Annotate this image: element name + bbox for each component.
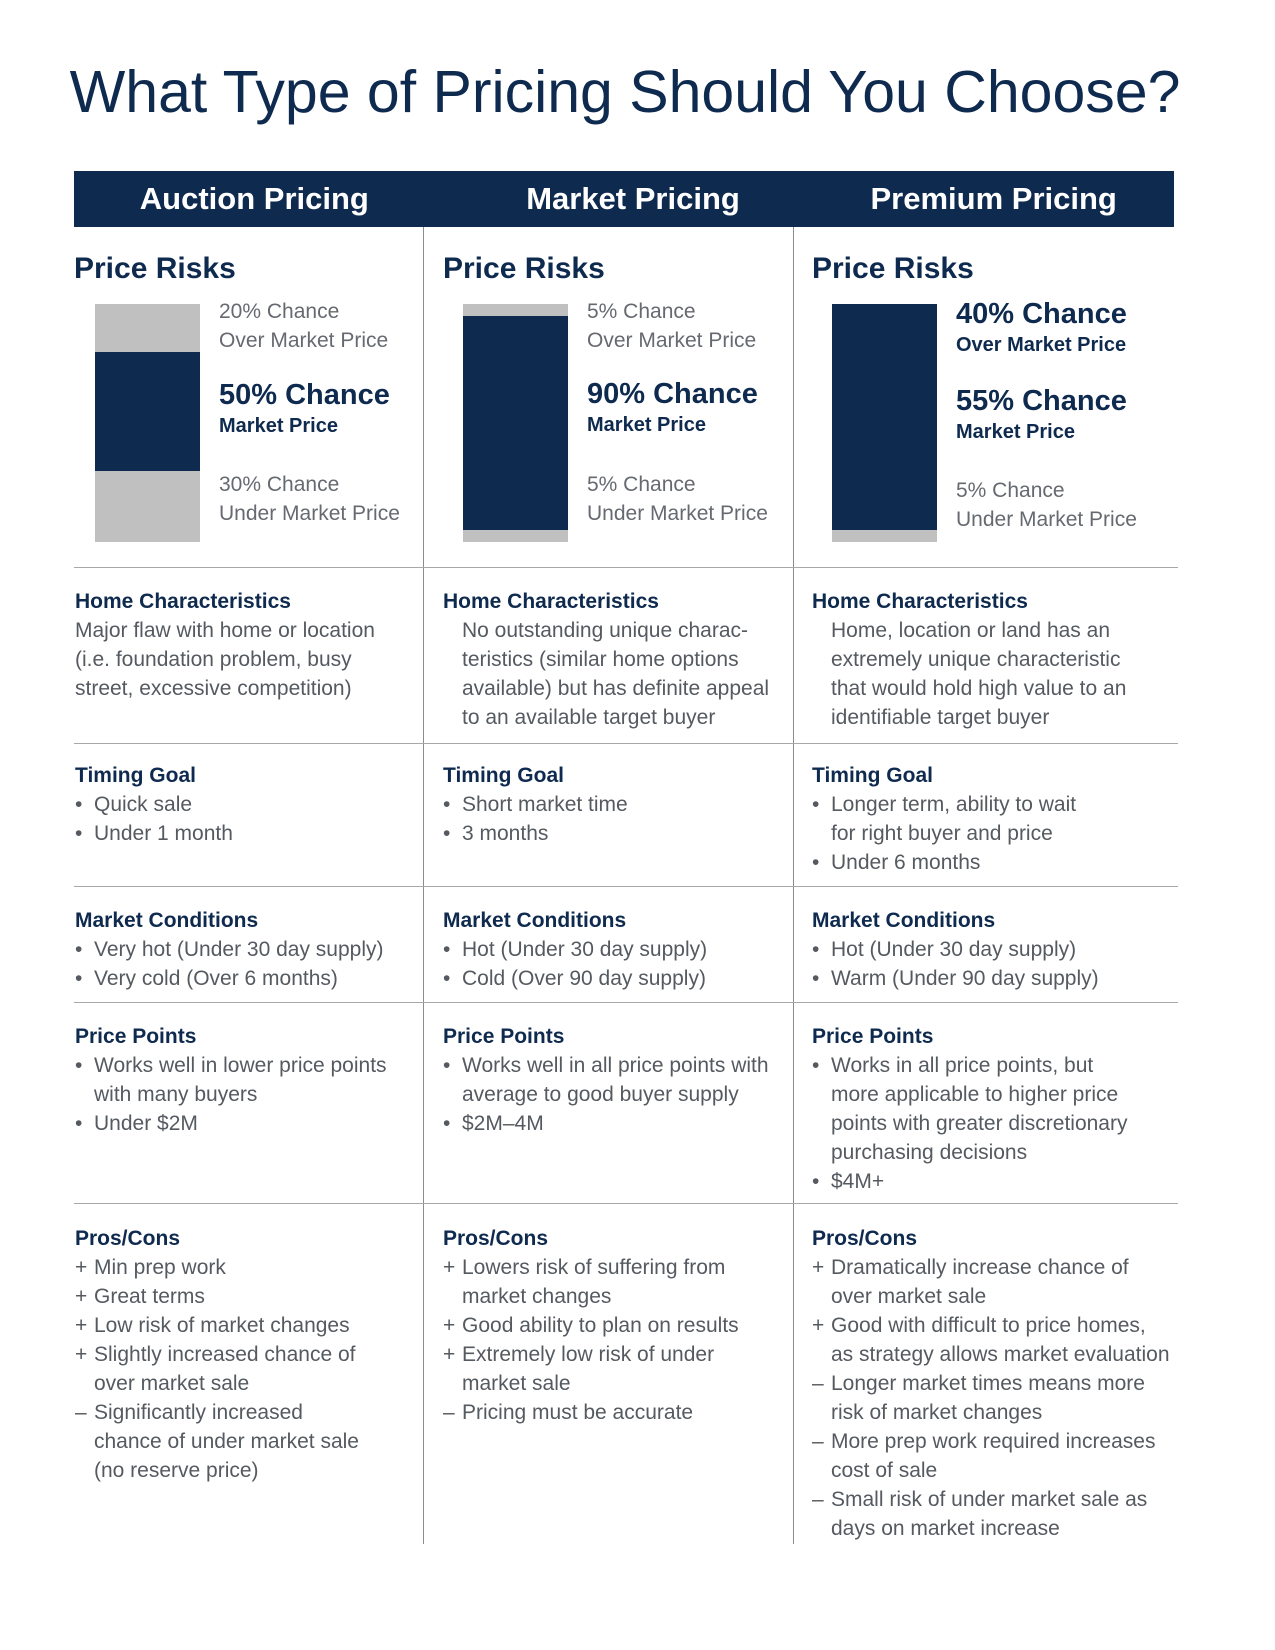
bullet-item: • Very hot (Under 30 day supply) xyxy=(75,938,384,961)
bullet-item: • Hot (Under 30 day supply) xyxy=(443,938,708,961)
row-divider xyxy=(74,743,1178,744)
over-market-label: 20% Chance Over Market Price xyxy=(219,300,389,352)
timing-goal-market xyxy=(443,761,628,848)
market-conditions-market xyxy=(443,906,707,993)
text-line: that would hold high value to an xyxy=(831,677,1127,700)
pro-item: + Good with difficult to price homes, as strategy allows market evaluation xyxy=(812,1314,1170,1366)
bullet-item: • Very cold (Over 6 months) xyxy=(75,967,338,990)
under-market-segment xyxy=(463,530,568,542)
text-line: Major flaw with home or location xyxy=(75,619,375,642)
bullet-item: • Works well in all price points with average to good buyer supply xyxy=(443,1054,769,1106)
bullet-item: • Under 1 month xyxy=(75,822,233,845)
home-characteristics-auction xyxy=(75,587,375,703)
bullet-item: • 3 months xyxy=(443,822,549,845)
market-conditions-auction xyxy=(75,906,384,993)
pros-cons-premium xyxy=(812,1224,1170,1543)
market-label: 55% Chance Market Price xyxy=(956,385,1127,443)
section-heading: Home Characteristics xyxy=(443,590,659,613)
price-points-auction xyxy=(75,1022,387,1138)
pro-item: + Dramatically increase chance of over market sale xyxy=(812,1256,1129,1308)
bullet-item: • Short market time xyxy=(443,793,628,816)
section-heading: Timing Goal xyxy=(812,764,933,787)
section-heading: Pros/Cons xyxy=(75,1227,181,1250)
market-label: 90% Chance Market Price xyxy=(587,378,758,436)
section-heading: Home Characteristics xyxy=(75,590,291,613)
bullet-item: • Longer term, ability to wait for right buyer and price xyxy=(812,793,1077,845)
home-characteristics-premium xyxy=(812,587,1126,732)
pro-item: + Extremely low risk of under market sale xyxy=(443,1343,715,1395)
over-market-segment xyxy=(463,304,568,316)
section-heading: Market Conditions xyxy=(443,909,627,932)
under-market-label: 5% Chance Under Market Price xyxy=(587,473,768,525)
bullet-item: • $2M–4M xyxy=(443,1112,544,1135)
bullet-item: • $4M+ xyxy=(812,1170,885,1193)
market-segment xyxy=(463,316,568,530)
price-risk-bar xyxy=(832,304,937,542)
under-market-label: 5% Chance Under Market Price xyxy=(956,479,1137,531)
price-points-premium xyxy=(812,1022,1127,1196)
section-heading: Market Conditions xyxy=(75,909,259,932)
pro-item: + Low risk of market changes xyxy=(75,1314,350,1337)
text-line: No outstanding unique charac- xyxy=(462,619,749,642)
pro-item: + Good ability to plan on results xyxy=(443,1314,739,1337)
row-divider xyxy=(74,886,1178,887)
section-heading: Price Points xyxy=(443,1025,565,1048)
pros-cons-market xyxy=(443,1224,739,1427)
section-heading: Market Conditions xyxy=(812,909,996,932)
header-market-pricing: Market Pricing xyxy=(526,181,740,216)
timing-goal-premium xyxy=(812,761,1076,877)
price-points-market xyxy=(443,1022,769,1138)
section-heading: Home Characteristics xyxy=(812,590,1028,613)
over-market-segment xyxy=(832,304,937,400)
pros-cons-auction xyxy=(75,1224,359,1485)
text-line: identifiable target buyer xyxy=(831,706,1050,729)
pro-item: + Lowers risk of suffering from market changes xyxy=(443,1256,726,1308)
market-conditions-premium xyxy=(812,906,1099,993)
under-market-segment xyxy=(832,530,937,542)
header-auction-pricing: Auction Pricing xyxy=(139,181,369,216)
text-line: street, excessive competition) xyxy=(75,677,352,700)
page-title: What Type of Pricing Should You Choose? xyxy=(69,59,1181,125)
market-label: 50% Chance Market Price xyxy=(219,379,390,437)
bullet-item: • Hot (Under 30 day supply) xyxy=(812,938,1077,961)
text-line: to an available target buyer xyxy=(462,706,716,729)
header-premium-pricing: Premium Pricing xyxy=(870,181,1117,216)
price-risk-bar xyxy=(95,304,200,542)
pro-item: + Great terms xyxy=(75,1285,205,1308)
text-line: (i.e. foundation problem, busy xyxy=(75,648,352,671)
bullet-item: • Under 6 months xyxy=(812,851,981,874)
con-item: – More prep work required increases cost of sale xyxy=(812,1430,1156,1482)
over-market-label: 5% Chance Over Market Price xyxy=(587,300,757,352)
con-item: – Longer market times means more risk of market changes xyxy=(812,1372,1145,1424)
text-line: Home, location or land has an xyxy=(831,619,1110,642)
con-item: – Significantly increased chance of under market sale (no reserve price) xyxy=(75,1401,359,1482)
bullet-item: • Works well in lower price points with many buyers xyxy=(75,1054,387,1106)
timing-goal-auction xyxy=(75,761,233,848)
bullet-item: • Under $2M xyxy=(75,1112,198,1135)
pro-item: + Slightly increased chance of over market sale xyxy=(75,1343,356,1395)
bullet-item: • Cold (Over 90 day supply) xyxy=(443,967,706,990)
bullet-item: • Quick sale xyxy=(75,793,193,816)
row-divider xyxy=(74,1002,1178,1003)
over-market-label: 40% Chance Over Market Price xyxy=(956,298,1127,356)
text-line: extremely unique characteristic xyxy=(831,648,1121,671)
column-header-bar xyxy=(74,171,1174,227)
price-risks-heading: Price Risks xyxy=(74,252,236,285)
con-item: – Pricing must be accurate xyxy=(443,1401,694,1424)
con-item: – Small risk of under market sale as days on market increase xyxy=(812,1488,1148,1540)
market-segment xyxy=(832,399,937,530)
under-market-label: 30% Chance Under Market Price xyxy=(219,473,400,525)
over-market-segment xyxy=(95,304,200,352)
under-market-segment xyxy=(95,471,200,542)
bullet-item: • Warm (Under 90 day supply) xyxy=(812,967,1099,990)
home-characteristics-market xyxy=(443,587,769,732)
text-line: teristics (similar home options xyxy=(462,648,739,671)
text-line: available) but has definite appeal xyxy=(462,677,770,700)
section-heading: Pros/Cons xyxy=(443,1227,549,1250)
section-heading: Timing Goal xyxy=(443,764,564,787)
pro-item: + Min prep work xyxy=(75,1256,226,1279)
price-risk-bar xyxy=(463,304,568,542)
section-heading: Timing Goal xyxy=(75,764,196,787)
bullet-item: • Works in all price points, but more applicable to higher price points with greater discretionary purchasing decisions xyxy=(812,1054,1128,1164)
section-heading: Price Points xyxy=(75,1025,197,1048)
section-heading: Pros/Cons xyxy=(812,1227,918,1250)
market-segment xyxy=(95,352,200,471)
row-divider xyxy=(74,567,1178,568)
section-heading: Price Points xyxy=(812,1025,934,1048)
row-divider xyxy=(74,1203,1178,1204)
price-risks-heading: Price Risks xyxy=(443,252,605,285)
price-risks-heading: Price Risks xyxy=(812,252,974,285)
